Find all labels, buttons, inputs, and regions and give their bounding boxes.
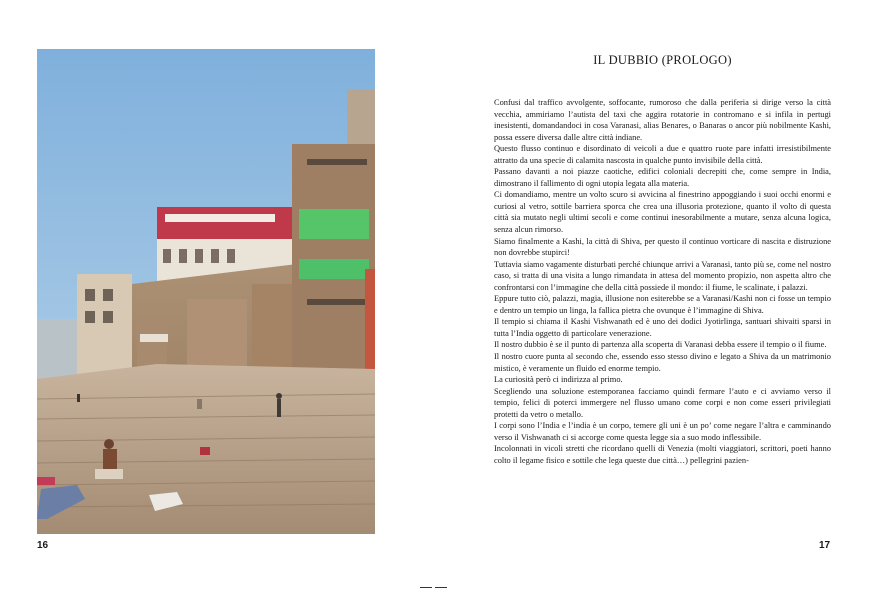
paragraph: Il nostro cuore punta al secondo che, essendo esso stesso divino e legato a Shiva da un matrimonio mistico, è veramente un fluido ed enorme tempio. [494, 352, 831, 373]
paragraph: Scegliendo una soluzione estemporanea facciamo quindi fermare l’auto e ci avviamo verso il tempio, felici di poterci immergere nel flusso umano come corpi e non come esseri privilegiati protetti da vetro o metallo. [494, 386, 831, 419]
paragraph: Tuttavia siamo vagamente disturbati perché chiunque arrivi a Varanasi, tanto più se, come nel nostro caso, si tratta di una visita a lungo rimandata in attesa del momento propizio, non aspetta altro che confrontarsi con l’immagine che della città possiede il mondo: il fiume, le scalinate, i palazzi. [494, 259, 831, 292]
chapter-title: IL DUBBIO (PROLOGO) [593, 53, 732, 67]
paragraph: Eppure tutto ciò, palazzi, magia, illusione non esiterebbe se a Varanasi/Kashi non ci fosse un tempio e dentro un tempio un linga, la fallica pietra che ovunque è l’immagine di Shiva. [494, 294, 831, 315]
body-text [494, 97, 831, 537]
paragraph: Confusi dal traffico avvolgente, soffocante, rumoroso che dalla periferia si dirige verso la città vecchia, ammiriamo l’autista del taxi che aggira rotatorie in contromano e si infila in pertugi inesistenti, domandandoci in cosa Varanasi, alias Benares, o Banaras o ancor più nobilmente Kashi, possa essere diversa dalle altre città indiane. [494, 98, 831, 142]
paragraph: Il nostro dubbio è se il punto di partenza alla scoperta di Varanasi debba essere il tempio o il fiume. [494, 340, 827, 350]
spread-divider-mark [420, 587, 450, 589]
paragraph: Ci domandiamo, mentre un volto scuro si avvicina al finestrino appoggiando i suoi occhi enormi e curiosi al vetro, sottile barriera sporca che crea una illusoria protezione, quanto il volto di questa città sia mutato negli ultimi secoli e come continui inesorabilmente a mutare, senza alcuna logica, senza alcun rimorso. [494, 190, 831, 235]
paragraph: Passano davanti a noi piazze caotiche, edifici coloniali decrepiti che, come sempre in India, dimostrano il fallimento di ogni utopia legata alla materia. [494, 167, 831, 188]
varanasi-ghat-illustration [37, 49, 375, 534]
paragraph: Questo flusso continuo e disordinato di veicoli a due e quattro ruote pare infatti irresistibilmente attratto da una specie di calamita nascosta in qualche punto invisibile della città. [494, 144, 831, 165]
paragraph: I corpi sono l’India e l’india è un corpo, temere gli uni è un po’ come negare l’altra e camminando verso il Vishwanath ci si accorge come questa legge sia a suo modo inflessibile. [494, 421, 831, 442]
page-number-left: 16 [37, 540, 49, 551]
paragraph: Il tempio si chiama il Kashi Vishwanath ed è uno dei dodici Jyotirlinga, santuari shivaiti sparsi in tutta l’India oggetto di particolare venerazione. [494, 317, 831, 338]
paragraph: Incolonnati in vicoli stretti che ricordano quelli di Venezia (molti viaggiatori, scrittori, poeti hanno colto il legame fisico e sottile che lega queste due città…) pellegrini pazien- [494, 444, 831, 465]
paragraph: La curiosità però ci indirizza al primo. [494, 375, 623, 385]
ghat-photo [37, 49, 375, 534]
page-number-right: 17 [819, 540, 831, 551]
paragraph: Siamo finalmente a Kashi, la città di Shiva, per questo il continuo vorticare di nascita e distruzione non dovrebbe stupirci! [494, 236, 831, 258]
